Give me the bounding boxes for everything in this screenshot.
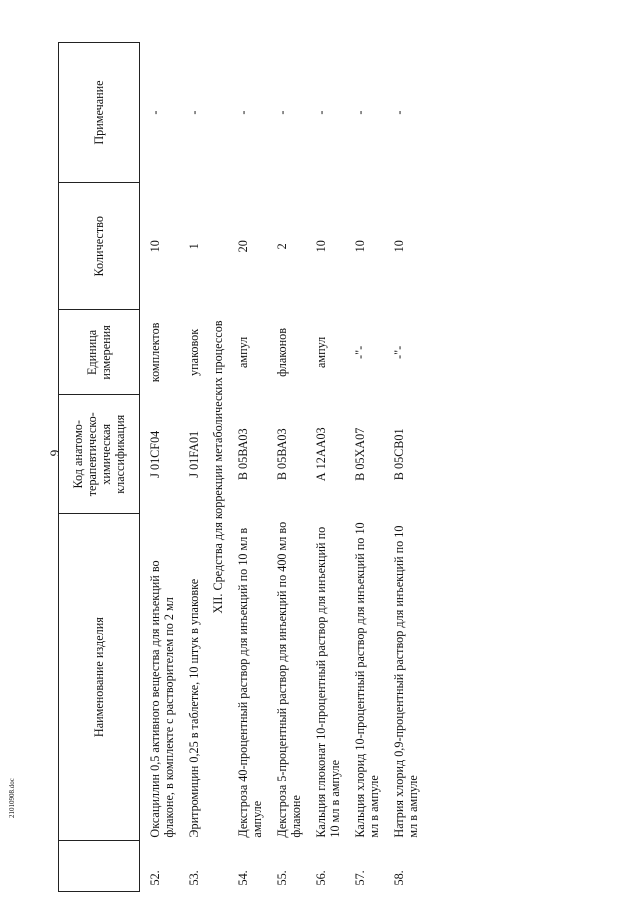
section-row <box>207 43 231 892</box>
row-code: J 01CF04 <box>148 430 162 478</box>
row-note: - <box>314 110 328 115</box>
row-number: 52. <box>148 870 162 886</box>
table-row <box>231 43 270 892</box>
row-note: - <box>353 110 367 115</box>
table-row <box>387 43 426 892</box>
row-name: Кальция глюконат 10-процентный раствор для инъекций по 10 мл в ампуле <box>314 526 342 838</box>
table-row <box>270 43 309 892</box>
header-number <box>59 841 140 892</box>
row-quantity: 20 <box>236 240 250 253</box>
section-title: XII. Средства для коррекции метаболических процессов <box>211 320 225 614</box>
row-unit: -"- <box>353 345 367 359</box>
table-header-row <box>59 43 140 892</box>
row-name: Кальция хлорид 10-процентный раствор для инъекций по 10 мл в ампуле <box>353 522 381 838</box>
row-number: 55. <box>275 870 289 886</box>
row-number: 54. <box>236 870 250 886</box>
table-row <box>348 43 387 892</box>
row-note: - <box>148 110 162 115</box>
row-quantity: 10 <box>353 240 367 253</box>
row-number: 57. <box>353 870 367 886</box>
row-name: Натрия хлорид 0,9-процентный раствор для инъекций по 10 мл в ампуле <box>392 525 420 838</box>
row-code: В 05ВА03 <box>236 428 250 481</box>
row-name: Декстроза 5-процентный раствор для инъекций по 400 мл во флаконе <box>275 521 303 838</box>
row-code: В 05ВА03 <box>275 428 289 481</box>
row-code: В 05ХА07 <box>353 427 367 481</box>
page-number: 9 <box>47 449 62 457</box>
row-unit: ампул <box>314 336 328 369</box>
row-unit: флаконов <box>275 327 289 377</box>
row-unit: упаковок <box>187 328 201 376</box>
table-row <box>140 43 183 892</box>
row-quantity: 10 <box>148 240 162 253</box>
row-code: J 01FA01 <box>187 430 201 478</box>
row-number: 56. <box>314 870 328 886</box>
table-row <box>182 43 207 892</box>
row-note: - <box>275 110 289 115</box>
header-name: Наименование изделия <box>59 514 140 841</box>
row-quantity: 10 <box>392 240 406 253</box>
row-note: - <box>392 110 406 115</box>
items-table <box>58 42 426 892</box>
row-quantity: 1 <box>187 243 201 250</box>
row-unit: комплектов <box>148 322 162 383</box>
row-code: А 12АА03 <box>314 427 328 482</box>
footer-filename: 21010908.doc <box>8 778 16 818</box>
row-number: 53. <box>187 870 201 886</box>
row-number: 58. <box>392 870 406 886</box>
rotated-content <box>38 42 518 892</box>
row-name: Декстроза 40-процентный раствор для инъекций по 10 мл в ампуле <box>236 527 264 838</box>
row-note: - <box>187 110 201 115</box>
row-unit: ампул <box>236 336 250 369</box>
table-row <box>309 43 348 892</box>
row-code: В 05СВ01 <box>392 428 406 481</box>
row-unit: -"- <box>392 345 406 359</box>
row-note: - <box>236 110 250 115</box>
row-quantity: 2 <box>275 243 289 250</box>
row-quantity: 10 <box>314 240 328 253</box>
header-quantity: Количество <box>59 183 140 310</box>
header-note: Примечание <box>59 43 140 183</box>
row-name: Оксациллин 0,5 активного вещества для инъекций во флаконе, в комплекте с растворителем по 2 мл <box>148 560 176 838</box>
row-name: Эритромицин 0,25 в таблетке, 10 штук в упаковке <box>187 578 201 838</box>
header-unit: Единица измерения <box>59 310 140 395</box>
header-atc-code: Код анатомо-терапевтическо-химическая классификация <box>59 395 140 514</box>
